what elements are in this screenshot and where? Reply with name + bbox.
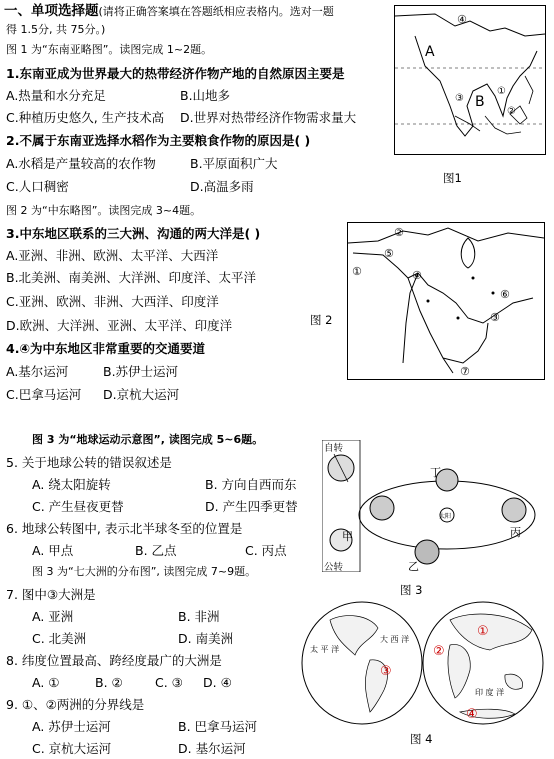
fig3-label-sun: 太阳 [439,513,452,520]
figure-3-caption: 图 3 [400,583,423,597]
q8-option-a[interactable]: A. ① [32,675,60,690]
section-instructions: (请将正确答案填在答题纸相应表格内。选对一题 [98,5,334,18]
intro-q1-2: 图 1 为“东南亚略图”。读图完成 1~2题。 [6,43,213,56]
q1-stem: 1.东南亚成为世界最大的热带经济作物产地的自然原因主要是 [6,66,345,81]
fig1-label-1: ① [497,86,506,97]
q4-stem: 4.④为中东地区非常重要的交通要道 [6,341,206,356]
fig2-label-2: ② [394,226,404,239]
q3-option-a[interactable]: A.亚洲、非洲、欧洲、太平洋、大西洋 [6,248,219,263]
fig1-label-4: ④ [457,13,467,26]
q2-option-c[interactable]: C.人口稠密 [6,179,69,194]
fig1-label-b: B [475,94,485,110]
fig4-label-atlantic: 大 西 洋 [380,635,410,644]
q2-stem: 2.不属于东南亚选择水稻作为主要粮食作物的原因是( ) [6,133,311,148]
world-continents-map [300,600,545,726]
fig2-label-6: ⑥ [500,288,510,301]
q2-option-b[interactable]: B.平原面积广大 [190,156,278,171]
fig3-label-bing: 丙 [510,526,521,539]
q8-stem: 8. 纬度位置最高、跨经度最广的大洲是 [6,653,222,668]
q5-option-d[interactable]: D. 产生四季更替 [205,499,298,514]
fig3-label-rotation: 自转 [324,443,344,454]
q1-option-a[interactable]: A.热量和水分充足 [6,88,106,103]
q1-option-d[interactable]: D.世界对热带经济作物需求量大 [180,110,357,125]
middle-east-map [348,223,544,379]
q5-option-c[interactable]: C. 产生昼夜更替 [32,499,124,514]
q9-option-c[interactable]: C. 京杭大运河 [32,741,112,756]
q3-option-d[interactable]: D.欧洲、大洋洲、亚洲、太平洋、印度洋 [6,318,233,333]
fig3-label-yi: 乙 [408,560,419,572]
fig4-label-2: ② [433,644,445,659]
fig3-label-ding: 丁 [430,466,441,479]
q5-stem: 5. 关于地球公转的错误叙述是 [6,455,172,470]
q7-option-b[interactable]: B. 非洲 [178,609,220,624]
q7-stem: 7. 图中③大洲是 [6,587,96,602]
fig1-label-3: ③ [455,93,464,104]
q6-option-c[interactable]: C. 丙点 [245,543,287,558]
q7-option-d[interactable]: D. 南美洲 [178,631,234,646]
fig4-label-1: ① [477,624,489,639]
fig3-label-revolution: 公转 [324,562,344,572]
earth-motion-diagram [322,440,542,572]
q4-option-a[interactable]: A.基尔运河 [6,364,69,379]
fig2-label-3: ③ [490,311,500,324]
section-title: 一、单项选择题 [4,3,99,19]
fig4-label-pacific-west: 太 平 洋 [310,645,340,654]
fig1-label-2: ② [507,106,516,117]
intro-q3-4: 图 2 为“中东略图”。读图完成 3~4题。 [6,204,202,217]
q8-option-d[interactable]: D. ④ [203,675,232,690]
section-instructions-line2: 得 1.5分, 共 75分。) [6,23,106,36]
q4-option-d[interactable]: D.京杭大运河 [103,387,180,402]
fig2-label-1: ① [352,265,362,278]
q9-option-d[interactable]: D. 基尔运河 [178,741,246,756]
q2-option-a[interactable]: A.水稻是产量较高的农作物 [6,156,156,171]
fig3-label-jia: 甲 [342,530,353,543]
intro-q7-9: 图 3 为“七大洲的分布图”, 读图完成 7~9题。 [32,565,257,578]
q3-option-c[interactable]: C.亚洲、欧洲、非洲、大西洋、印度洋 [6,294,219,309]
q1-option-c[interactable]: C.种植历史悠久, 生产技术高 [6,110,165,125]
figure-3-diagram [322,440,542,572]
fig2-label-7: ⑦ [460,365,470,378]
q8-option-c[interactable]: C. ③ [155,675,183,690]
q9-stem: 9. ①、②两洲的分界线是 [6,697,145,712]
q6-option-b[interactable]: B. 乙点 [135,543,177,558]
q8-option-b[interactable]: B. ② [95,675,123,690]
q3-stem: 3.中东地区联系的三大洲、沟通的两大洋是( ) [6,226,261,241]
fig1-label-a: A [425,44,435,60]
q3-option-b[interactable]: B.北美洲、南美洲、大洋洲、印度洋、太平洋 [6,270,257,285]
q6-option-a[interactable]: A. 甲点 [32,543,74,558]
section-header [4,3,334,20]
q9-option-a[interactable]: A. 苏伊士运河 [32,719,111,734]
q6-stem: 6. 地球公转图中, 表示北半球冬至的位置是 [6,521,243,536]
figure-4-caption: 图 4 [410,732,433,746]
q5-option-b[interactable]: B. 方向自西而东 [205,477,297,492]
intro-q5-6: 图 3 为“地球运动示意图”, 读图完成 5~6题。 [32,433,264,446]
fig2-label-5: ⑤ [384,247,394,260]
fig4-label-4: ④ [466,707,478,722]
q4-option-c[interactable]: C.巴拿马运河 [6,387,82,402]
q9-option-b[interactable]: B. 巴拿马运河 [178,719,258,734]
figure-1-caption: 图1 [443,171,462,185]
fig2-label-4: ④ [412,269,422,282]
q7-option-a[interactable]: A. 亚洲 [32,609,74,624]
q5-option-a[interactable]: A. 绕太阳旋转 [32,477,111,492]
figure-2-map [347,222,545,380]
figure-4-map [300,600,545,726]
figure-1-map [394,5,546,155]
q4-option-b[interactable]: B.苏伊士运河 [103,364,179,379]
southeast-asia-map [395,6,545,154]
q1-option-b[interactable]: B.山地多 [180,88,231,103]
figure-2-caption: 图 2 [310,313,333,327]
fig4-label-indian: 印 度 洋 [475,688,505,697]
q2-option-d[interactable]: D.高温多雨 [190,179,254,194]
q7-option-c[interactable]: C. 北美洲 [32,631,87,646]
fig4-label-3: ③ [380,664,392,679]
